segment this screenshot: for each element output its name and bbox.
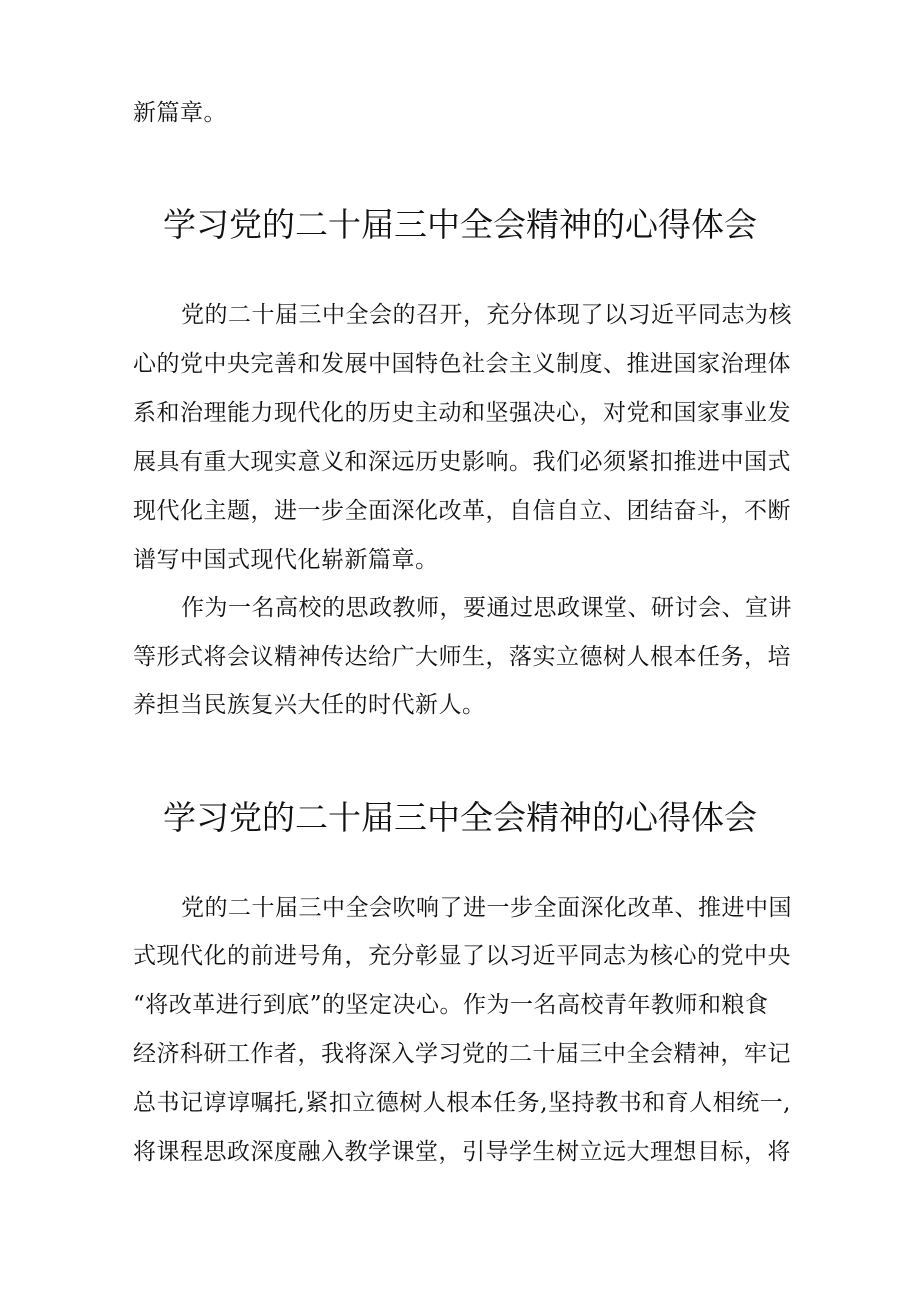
paragraph-line: 心的党中央完善和发展中国特色社会主义制度、推进国家治理体: [133, 351, 791, 377]
section-title: 学习党的二十届三中全会精神的心得体会: [163, 798, 757, 837]
paragraph-line: 式现代化的前进号角，充分彰显了以习近平同志为核心的党中央: [133, 943, 791, 969]
paragraph-line: 总书记谆谆嘱托,紧扣立德树人根本任务,坚持教书和育人相统一,: [133, 1090, 791, 1116]
paragraph-line: 将课程思政深度融入教学课堂，引导学生树立远大理想目标，将: [133, 1139, 791, 1165]
paragraph-line: 党的二十届三中全会吹响了进一步全面深化改革、推进中国: [181, 895, 792, 921]
paragraph-line: 作为一名高校的思政教师，要通过思政课堂、研讨会、宣讲: [181, 595, 792, 621]
paragraph-line: “将改革进行到底”的坚定决心。作为一名高校青年教师和粮食: [133, 992, 769, 1018]
paragraph-line: 展具有重大现实意义和深远历史影响。我们必须紧扣推进中国式: [133, 449, 791, 475]
paragraph-line: 党的二十届三中全会的召开，充分体现了以习近平同志为核: [181, 302, 792, 328]
paragraph-line: 谱写中国式现代化崭新篇章。: [133, 547, 439, 573]
paragraph-fragment: 新篇章。: [133, 100, 227, 126]
paragraph-line: 现代化主题，进一步全面深化改革，自信自立、团结奋斗，不断: [133, 498, 791, 524]
paragraph-line: 经济科研工作者，我将深入学习党的二十届三中全会精神，牢记: [133, 1041, 791, 1067]
paragraph-line: 等形式将会议精神传达给广大师生，落实立德树人根本任务，培: [133, 644, 791, 670]
paragraph-line: 养担当民族复兴大任的时代新人。: [133, 692, 486, 718]
paragraph-line: 系和治理能力现代化的历史主动和坚强决心，对党和国家事业发: [133, 400, 791, 426]
section-title: 学习党的二十届三中全会精神的心得体会: [163, 205, 757, 244]
